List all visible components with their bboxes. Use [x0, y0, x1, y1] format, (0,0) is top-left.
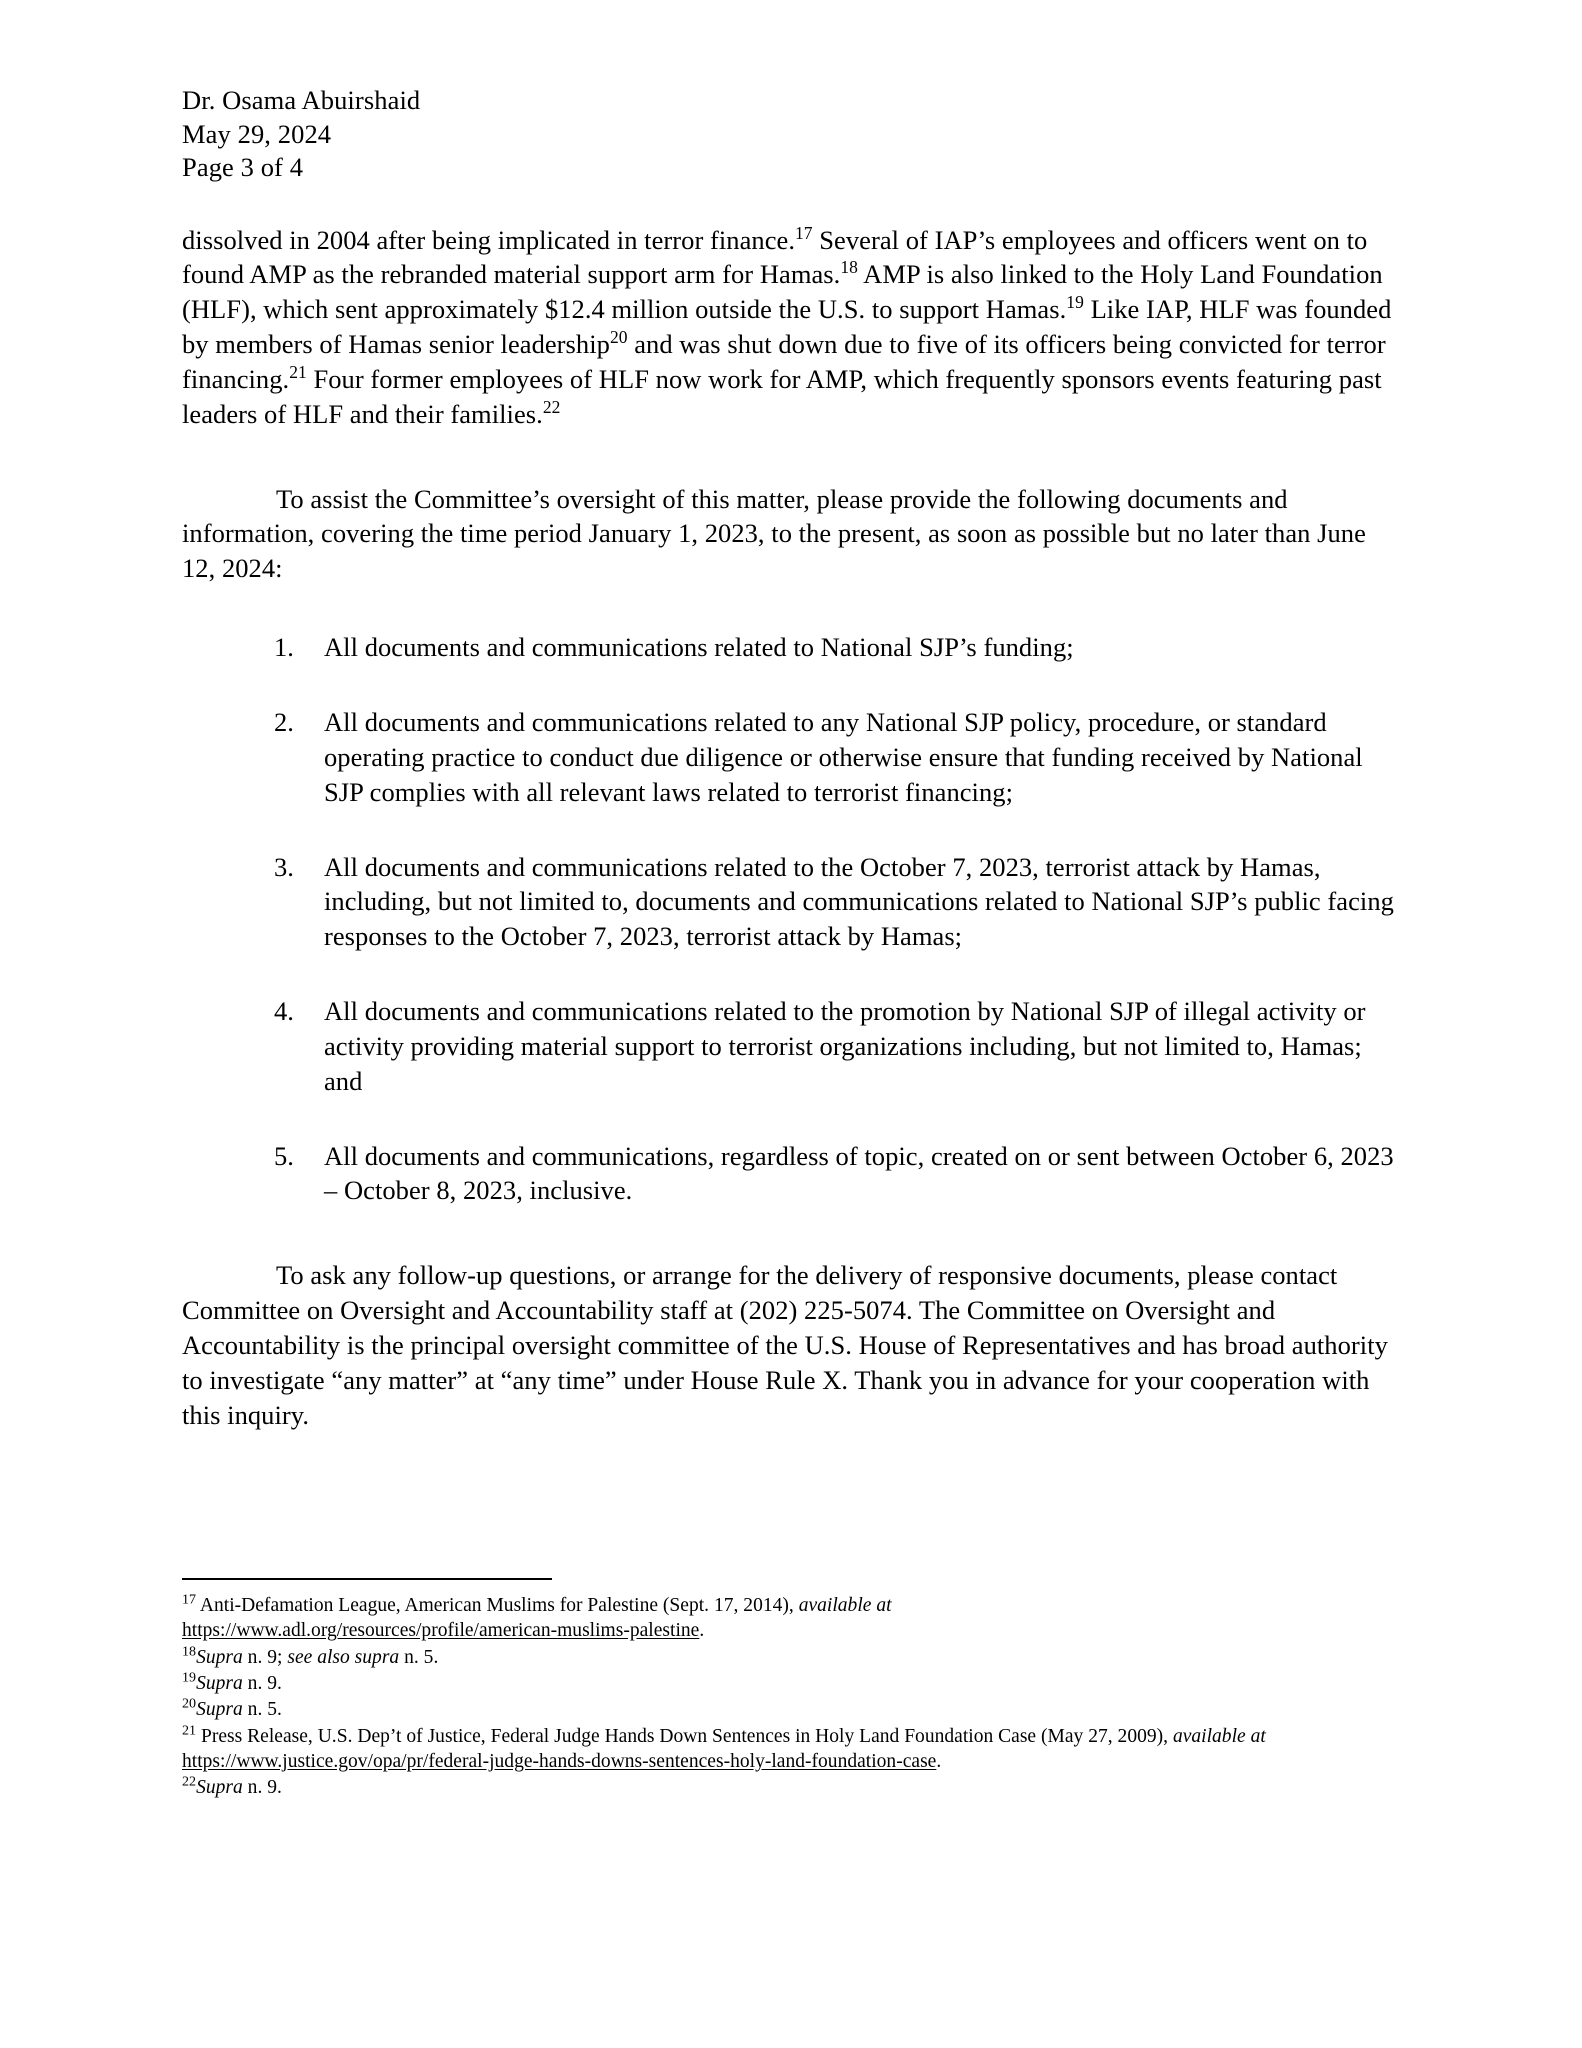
footnote-link[interactable]: https://www.justice.gov/opa/pr/federal-judge-hands-downs-sentences-holy-land-foundation-case	[182, 1751, 937, 1773]
footnote-number: 22	[182, 1773, 197, 1790]
list-marker: 3.	[274, 851, 294, 882]
footnote-number: 21	[182, 1722, 197, 1739]
p1-segment-c: AMP is also linked to the Holy Land Foundation (HLF), which sent approximately $12.4 million outside the U.S. to support Hamas.	[182, 259, 1383, 325]
footnote-italic-seealso: see also supra	[287, 1646, 400, 1668]
list-marker: 2.	[274, 706, 294, 737]
letterhead	[182, 84, 1400, 185]
request-item	[182, 705, 1400, 810]
footnote-ref-22: 22	[542, 396, 561, 417]
list-item-text: All documents and communications related to the promotion by National SJP of illegal activity or activity providing material support to terrorist organizations including, but not limited to, Hamas; and	[324, 996, 1366, 1096]
footnote-number: 19	[182, 1669, 197, 1686]
list-item-text: All documents and communications related to the October 7, 2023, terrorist attack by Hamas, including, but not limited to, documents and communications related to National SJP’s public facing responses to the October 7, 2023, terrorist attack by Hamas;	[324, 851, 1394, 952]
footnote-separator-rule	[182, 1578, 552, 1580]
p1-segment-d: Like IAP, HLF was founded by members of Hamas senior leadership	[182, 294, 1392, 360]
footnote-ref-18: 18	[840, 257, 858, 278]
request-items-list	[182, 630, 1400, 1208]
footnote-21	[182, 1724, 1404, 1775]
footnote-italic-supra: Supra	[196, 1699, 243, 1721]
footnote-text: n. 9.	[242, 1777, 282, 1799]
footnotes-section	[182, 1578, 1404, 1802]
footnote-italic-supra: Supra	[196, 1646, 243, 1668]
footnote-ref-17: 17	[795, 222, 813, 243]
footnote-text: n. 5.	[242, 1699, 282, 1721]
request-item	[182, 994, 1400, 1099]
request-item	[182, 630, 1400, 665]
footnote-20	[182, 1697, 1404, 1722]
footnote-number: 18	[182, 1643, 197, 1660]
list-marker: 4.	[274, 996, 294, 1027]
p1-segment-e: and was shut down due to five of its officers being convicted for terror financing.	[182, 329, 1386, 394]
footnote-link[interactable]: https://www.adl.org/resources/profile/american-muslims-palestine	[182, 1620, 700, 1642]
list-item-text: All documents and communications, regardless of topic, created on or sent between October 6, 2023 – October 8, 2023, inclusive.	[324, 1140, 1394, 1206]
footnote-ref-21: 21	[289, 362, 307, 383]
list-item-text: All documents and communications related to National SJP’s funding;	[324, 632, 1074, 663]
p1-segment-b: Several of IAP’s employees and officers went on to found AMP as the rebranded material support arm for Hamas.	[182, 224, 1368, 290]
footnote-ref-19: 19	[1066, 292, 1084, 313]
footnote-tail: .	[936, 1751, 942, 1773]
footnote-17	[182, 1593, 1404, 1644]
letter-date: May 29, 2024	[182, 118, 332, 149]
footnote-text: n. 9;	[242, 1646, 288, 1668]
footnote-number: 20	[182, 1695, 197, 1712]
page-number: Page 3 of 4	[182, 152, 304, 183]
footnote-18	[182, 1645, 1404, 1670]
request-item	[182, 850, 1400, 955]
p1-segment-f: Four former employees of HLF now work for AMP, which frequently sponsors events featuring past leaders of HLF and their families.	[182, 363, 1382, 429]
footnote-tail: .	[699, 1620, 705, 1642]
footnote-22	[182, 1775, 1404, 1800]
footnote-ref-20: 20	[609, 327, 628, 348]
p1-segment-a: dissolved in 2004 after being implicated in terror finance.	[182, 224, 795, 255]
list-marker: 1.	[274, 632, 294, 663]
footnote-text: n. 9.	[242, 1673, 282, 1695]
footnote-italic: available at	[1172, 1725, 1266, 1747]
footnote-italic: available at	[798, 1595, 892, 1616]
footnote-text: Press Release, U.S. Dep’t of Justice, Federal Judge Hands Down Sentences in Holy Land Foundation Case (May 27, 2009),	[196, 1725, 1173, 1747]
list-marker: 5.	[274, 1140, 294, 1171]
footnote-text-tail: n. 5.	[399, 1646, 439, 1668]
body-paragraph-1	[182, 223, 1400, 432]
footnote-19	[182, 1671, 1404, 1696]
footnote-italic-supra: Supra	[196, 1777, 243, 1799]
list-item-text: All documents and communications related to any National SJP policy, procedure, or standard operating practice to conduct due diligence or otherwise ensure that funding received by National SJP complies with all relevant laws related to terrorist financing;	[324, 706, 1363, 807]
request-item	[182, 1139, 1400, 1209]
footnote-text: Anti-Defamation League, American Muslims for Palestine (Sept. 17, 2014),	[196, 1595, 799, 1616]
body-paragraph-2: To assist the Committee’s oversight of this matter, please provide the following documents and information, covering the time period January 1, 2023, to the present, as soon as possible but no later than June 12, 2024:	[182, 483, 1366, 584]
footnote-italic-supra: Supra	[196, 1673, 243, 1695]
body-paragraph-3: To ask any follow-up questions, or arrange for the delivery of responsive documents, please contact Committee on Oversight and Accountability staff at (202) 225-5074. The Committee on Oversight and Accountability is the principal oversight committee of the U.S. House of Representatives and has broad authority to investigate “any matter” at “any time” under House Rule X. Thank you in advance for your cooperation with this inquiry.	[182, 1260, 1388, 1430]
page-content	[182, 84, 1400, 1459]
recipient-name: Dr. Osama Abuirshaid	[182, 85, 421, 115]
footnote-number: 17	[182, 1591, 197, 1608]
